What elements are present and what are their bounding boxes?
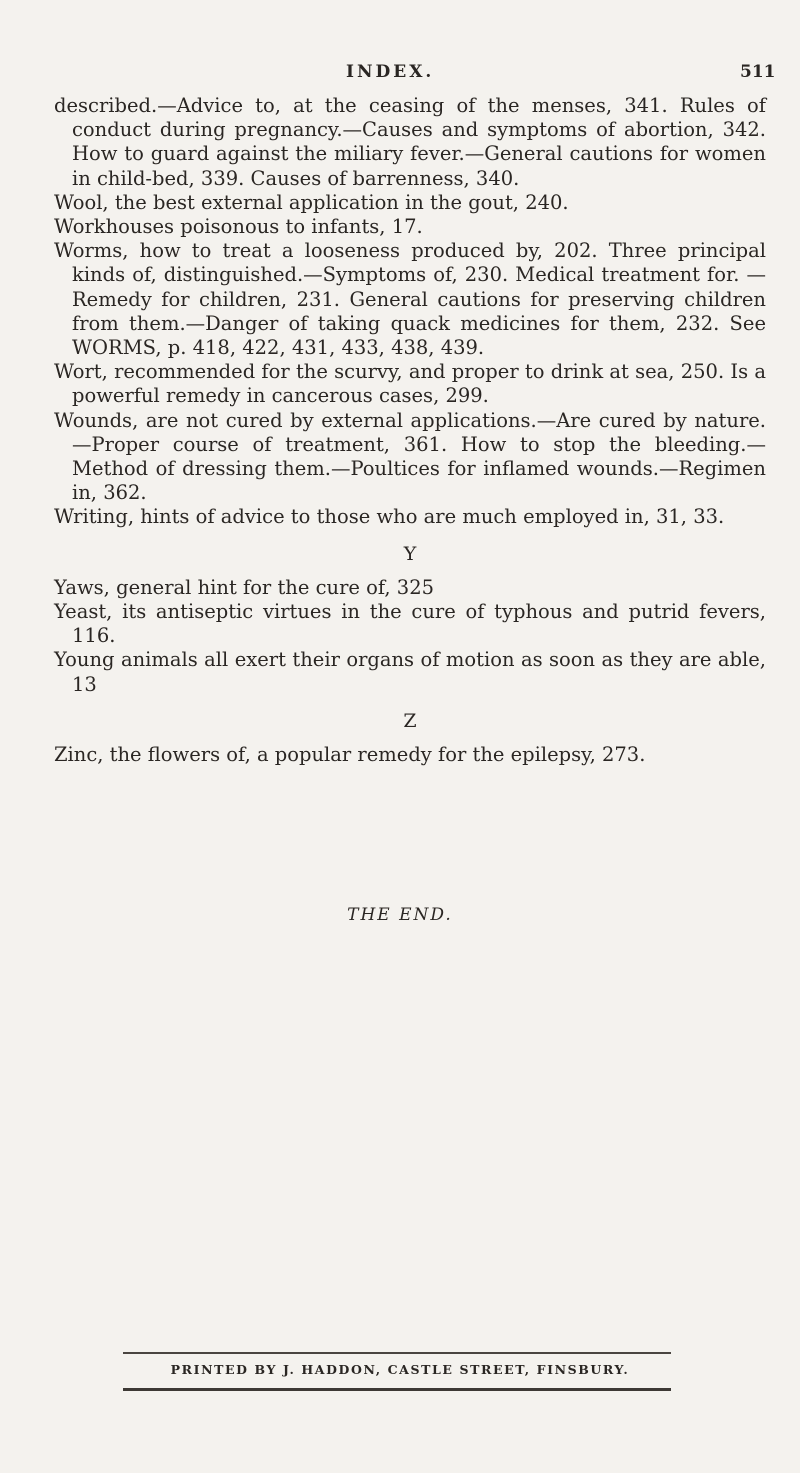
index-entry: Yaws, general hint for the cure of, 325 xyxy=(54,575,435,599)
index-entry: described.—Advice to, at the ceasing of the menses, 341. Rules of conduct during pregnancy.—Causes and symptoms of abortion, 342. How to guard against the miliary fever.—General cautions for women in child-bed, 339. Causes of barrenness, 340. xyxy=(54,94,766,190)
running-head-title: INDEX. xyxy=(346,62,435,82)
section-letter-y: Y xyxy=(403,542,417,565)
the-end: THE END. xyxy=(347,905,453,925)
page-number: 511 xyxy=(740,62,776,82)
index-body xyxy=(54,94,766,767)
index-entry: Young animals all exert their organs of motion as soon as they are able, 13 xyxy=(54,648,766,696)
section-letter-z: Z xyxy=(403,709,417,732)
index-entry: Worms, how to treat a looseness produced by, 202. Three principal kinds of, distinguished.—Symptoms of, 230. Medical treatment for. —Remedy for children, 231. General cautions for preserving children from them.—Danger of taking quack medicines for them, 232. See WORMS, p. 418, 422, 431, 433, 438, 439. xyxy=(54,239,766,360)
divider-rule xyxy=(123,1352,671,1354)
printer-imprint: PRINTED BY J. HADDON, CASTLE STREET, FINSBURY. xyxy=(170,1362,630,1377)
index-entry: Zinc, the flowers of, a popular remedy for the epilepsy, 273. xyxy=(54,743,646,767)
index-entry: Wort, recommended for the scurvy, and proper to drink at sea, 250. Is a powerful remedy in cancerous cases, 299. xyxy=(54,360,766,408)
running-head xyxy=(0,62,800,88)
index-entry: Wool, the best external application in the gout, 240. xyxy=(54,190,569,214)
divider-rule xyxy=(123,1388,671,1391)
index-entry: Wounds, are not cured by external applications.—Are cured by nature. —Proper course of treatment, 361. How to stop the bleeding.— Method of dressing them.—Poultices for inflamed wounds.—Regimen in, 362. xyxy=(54,408,766,505)
index-entry: Workhouses poisonous to infants, 17. xyxy=(54,215,423,239)
index-entry: Writing, hints of advice to those who are much employed in, 31, 33. xyxy=(54,505,725,529)
index-entry: Yeast, its antiseptic virtues in the cure of typhous and putrid fevers, 116. xyxy=(54,600,766,648)
